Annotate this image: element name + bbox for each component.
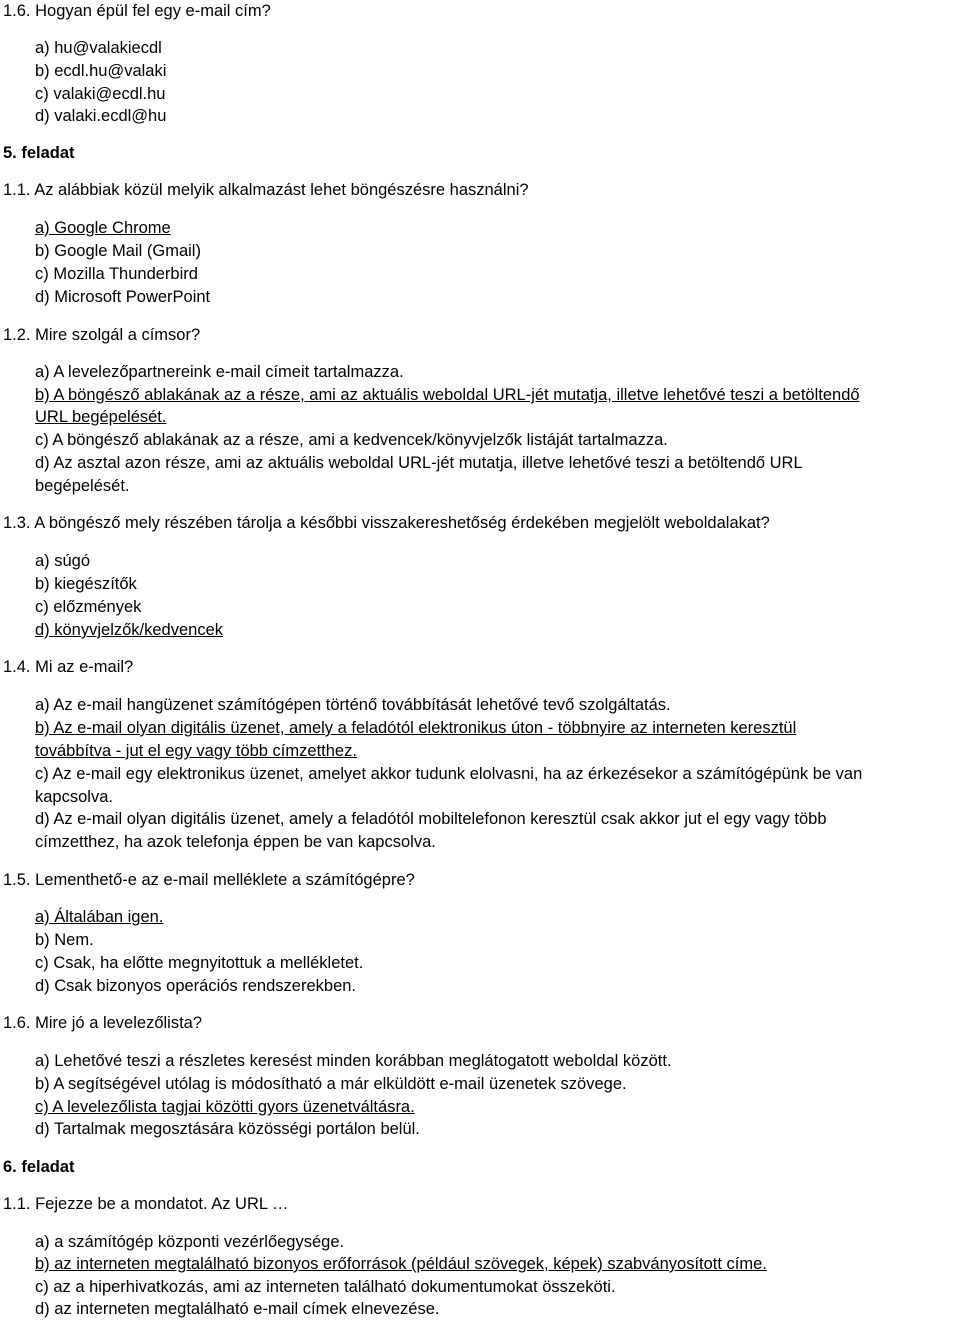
answer-b: b) A segítségével utólag is módosítható a már elküldött e-mail üzenetek szövege. xyxy=(35,1075,627,1093)
answer-c: c) Csak, ha előtte megnyitottuk a mellékletet. xyxy=(35,954,364,972)
answer-d-line1: d) Az e-mail olyan digitális üzenet, amely a feladótól mobiltelefonon keresztül csak akkor jut el egy vagy több xyxy=(35,810,827,828)
answer-c-correct: c) A levelezőlista tagjai közötti gyors üzenetváltásra. xyxy=(35,1098,415,1116)
question-1-6-email: 1.6. Hogyan épül fel egy e-mail cím? xyxy=(3,2,271,20)
question-1-1: 1.1. Az alábbiak közül melyik alkalmazást lehet böngészésre használni? xyxy=(3,181,529,199)
answer-d-line2: begépelését. xyxy=(35,477,130,495)
answer-d-correct: d) könyvjelzők/kedvencek xyxy=(35,621,224,639)
answer-b: b) kiegészítők xyxy=(35,575,137,593)
task-5-title: 5. feladat xyxy=(3,144,75,162)
answer-b-correct-line2: továbbítva - jut el egy vagy több címzetthez. xyxy=(35,742,357,760)
answer-a: a) A levelezőpartnereink e-mail címeit tartalmazza. xyxy=(35,363,404,381)
answer-b: b) Nem. xyxy=(35,931,94,949)
answer-a-correct: a) Google Chrome xyxy=(35,219,171,237)
answer-d: d) valaki.ecdl@hu xyxy=(35,107,167,125)
answer-b-correct-line1: b) Az e-mail olyan digitális üzenet, amely a feladótól elektronikus úton - többnyire az interneten keresztül xyxy=(35,719,797,737)
answer-a: a) Az e-mail hangüzenet számítógépen történő továbbítását lehetővé tevő szolgáltatás. xyxy=(35,696,671,714)
answer-d: d) Csak bizonyos operációs rendszerekben. xyxy=(35,977,357,995)
answer-b-correct: b) az interneten megtalálható bizonyos erőforrások (például szövegek, képek) szabványosított címe. xyxy=(35,1255,767,1273)
answer-d-line1: d) Az asztal azon része, ami az aktuális weboldal URL-jét mutatja, illetve lehetővé teszi a betöltendő URL xyxy=(35,454,803,472)
answer-a: a) hu@valakiecdl xyxy=(35,39,162,57)
answer-c: c) az a hiperhivatkozás, ami az interneten található dokumentumokat összeköti. xyxy=(35,1278,616,1296)
answer-d: d) Microsoft PowerPoint xyxy=(35,288,211,306)
answer-b: b) ecdl.hu@valaki xyxy=(35,62,167,80)
answer-c-line2: kapcsolva. xyxy=(35,788,113,806)
answer-d-line2: címzetthez, ha azok telefonja éppen be van kapcsolva. xyxy=(35,833,436,851)
answer-a: a) súgó xyxy=(35,552,91,570)
answer-c: c) Mozilla Thunderbird xyxy=(35,265,198,283)
question-1-6: 1.6. Mire jó a levelezőlista? xyxy=(3,1014,203,1032)
task-6-title: 6. feladat xyxy=(3,1158,75,1176)
answer-b: b) Google Mail (Gmail) xyxy=(35,242,201,260)
answer-d: d) az interneten megtalálható e-mail címek elnevezése. xyxy=(35,1300,440,1318)
question-1-4: 1.4. Mi az e-mail? xyxy=(3,658,134,676)
answer-c: c) előzmények xyxy=(35,598,142,616)
answer-c: c) valaki@ecdl.hu xyxy=(35,85,166,103)
question-1-1: 1.1. Fejezze be a mondatot. Az URL … xyxy=(3,1195,289,1213)
answer-c-line1: c) Az e-mail egy elektronikus üzenet, amelyet akkor tudunk elolvasni, ha az érkezésekor a számítógépünk be van xyxy=(35,765,863,783)
answer-b-correct-line2: URL begépelését. xyxy=(35,408,167,426)
question-1-2: 1.2. Mire szolgál a címsor? xyxy=(3,326,201,344)
answer-b-correct-line1: b) A böngésző ablakának az a része, ami az aktuális weboldal URL-jét mutatja, illetve lehetővé teszi a betöltendő xyxy=(35,386,860,404)
answer-d: d) Tartalmak megosztására közösségi portálon belül. xyxy=(35,1120,420,1138)
answer-a: a) a számítógép központi vezérlőegysége. xyxy=(35,1233,345,1251)
answer-a: a) Lehetővé teszi a részletes keresést minden korábban meglátogatott weboldal között. xyxy=(35,1052,672,1070)
answer-c: c) A böngésző ablakának az a része, ami a kedvencek/könyvjelzők listáját tartalmazza. xyxy=(35,431,668,449)
answer-a-correct: a) Általában igen. xyxy=(35,908,164,926)
question-1-5: 1.5. Lementhető-e az e-mail melléklete a számítógépre? xyxy=(3,871,415,889)
question-1-3: 1.3. A böngésző mely részében tárolja a későbbi visszakereshetőség érdekében megjelölt weboldalakat? xyxy=(3,514,770,532)
